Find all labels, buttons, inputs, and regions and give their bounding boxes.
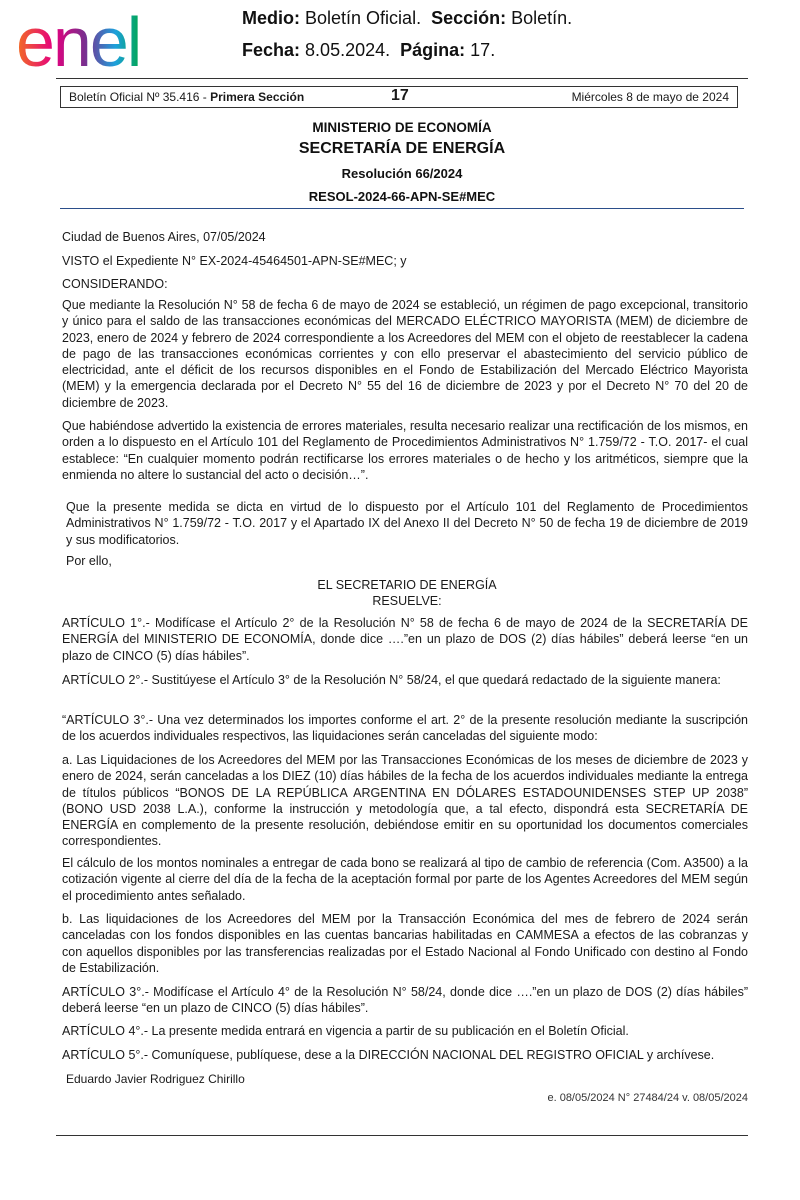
article-5: ARTÍCULO 5°.- Comuníquese, publíquese, dese a la DIRECCIÓN NACIONAL DEL REGISTRO OFICIAL y archívese. bbox=[62, 1048, 715, 1062]
visto-paragraph: VISTO el Expediente N° EX-2024-45464501-APN-SE#MEC; y bbox=[62, 254, 407, 268]
secretary-heading: EL SECRETARIO DE ENERGÍA bbox=[317, 578, 497, 592]
bulletin-page-number: 17 bbox=[391, 87, 409, 104]
medio-value: Boletín Oficial. bbox=[305, 8, 422, 28]
svg-text:enel: enel bbox=[16, 6, 141, 72]
fecha-label: Fecha: bbox=[242, 40, 301, 60]
fecha-value: 8.05.2024. bbox=[305, 40, 391, 60]
bottom-divider bbox=[56, 1135, 748, 1136]
signature: Eduardo Javier Rodriguez Chirillo bbox=[66, 1072, 245, 1086]
ministry-title: MINISTERIO DE ECONOMÍA bbox=[312, 120, 492, 135]
paragraph-1: Que mediante la Resolución N° 58 de fecha 6 de mayo de 2024 se estableció, un régimen de pago excepcional, transitorio y único para el saldo de las transacciones económicas del MERCADO ELÉCTRICO MAYORISTA (MEM) de diciembre de 2023, enero de 2024 y febrero de 2024 correspondiente a los Acreedores del MEM con el objeto de reestablecer la cadena de pago de las transacciones económicas corrientes y con ello preservar el abastecimiento del servicio público de electricidad, ante el déficit de los recursos disponibles en el Fondo de Estabilización del Mercado Eléctrico Mayorista (MEM) y la emergencia declarada por el Decreto N° 55 del 16 de diciembre de 2023 y por el Decreto N° 70 del 20 de diciembre de 2023. bbox=[62, 298, 748, 410]
item-b: b. Las liquidaciones de los Acreedores del MEM por la Transacción Económica del mes de febrero de 2024 serán canceladas con los fondos disponibles en las cuentas bancarias habilitadas en CAMMESA a efectos de las cobranzas y con aquellos disponibles por las transferencias realizadas por el Estado Nacional al Fondo Unificado con destino al Fondo de Estabilización. bbox=[62, 912, 748, 975]
enel-logo-mark bbox=[12, 6, 182, 72]
place-date: Ciudad de Buenos Aires, 07/05/2024 bbox=[62, 230, 266, 244]
resolution-title: Resolución 66/2024 bbox=[341, 166, 463, 181]
article-2-quote: “ARTÍCULO 3°.- Una vez determinados los importes conforme el art. 2° de la presente resolución mediante la suscripción de los acuerdos individuales respectivos, las liquidaciones serán canceladas del siguiente modo: bbox=[62, 713, 748, 744]
top-divider bbox=[56, 78, 748, 79]
paragraph-3: Que la presente medida se dicta en virtud de lo dispuesto por el Artículo 101 del Reglamento de Procedimientos Administrativos N° 1.759/72 - T.O. 2017 y el Apartado IX del Anexo II del Decreto N° 50 de fecha 19 de diciembre de 2019 y sus modificatorios. bbox=[66, 500, 748, 547]
enel-logo bbox=[12, 6, 182, 72]
article-2: ARTÍCULO 2°.- Sustitúyese el Artículo 3° de la Resolución N° 58/24, el que quedará redactado de la siguiente manera: bbox=[62, 673, 721, 687]
medio-label: Medio: bbox=[242, 8, 300, 28]
paragraph-2: Que habiéndose advertido la existencia de errores materiales, resulta necesario realizar una rectificación de los mismos, en orden a lo dispuesto en el Artículo 101 del Reglamento de Procedimientos Administrativos N° 1.759/72 - T.O. 2017- el cual establece: “En cualquier momento podrán rectificarse los errores materiales o de hecho y los aritméticos, siempre que la enmienda no altere lo sustancial del acto o decisión…”. bbox=[62, 419, 748, 482]
pagina-value: 17. bbox=[470, 40, 496, 60]
bulletin-issue-number: Boletín Oficial Nº 35.416 - bbox=[69, 90, 211, 104]
bulletin-header-bar bbox=[60, 86, 738, 108]
seccion-value: Boletín. bbox=[511, 8, 573, 28]
pagina-label: Página: bbox=[400, 40, 466, 60]
resuelve-heading: RESUELVE: bbox=[372, 594, 442, 608]
clipping-meta-medio bbox=[242, 8, 572, 29]
seccion-label: Sección: bbox=[431, 8, 507, 28]
considerando-heading: CONSIDERANDO: bbox=[62, 277, 168, 291]
bulletin-issue bbox=[69, 90, 304, 104]
resolution-code: RESOL-2024-66-APN-SE#MEC bbox=[308, 189, 496, 204]
item-a: a. Las Liquidaciones de los Acreedores del MEM por las Transacciones Económicas de los meses de diciembre de 2023 y enero de 2024, serán canceladas a los DIEZ (10) días hábiles de la fecha de los acuerdos individuales mediante la entrega de títulos públicos “BONOS DE LA REPÚBLICA ARGENTINA EN DÓLARES ESTADOUNIDENSES STEP UP 2038” (BONO USD 2038 L.A.), conforme la instrucción y metodología que, a tal efecto, dispondrá esta SECRETARÍA DE ENERGÍA en complemento de la presente resolución, debiéndose emitir en su oportunidad los documentos comerciales correspondientes. bbox=[62, 753, 748, 849]
calculation-paragraph: El cálculo de los montos nominales a entregar de cada bono se realizará al tipo de cambio de referencia (Com. A3500) a la cotización vigente al cierre del día de la fecha de la aceptación formal por parte de los Agentes Acreedores del MEM según el procedimiento antes señalado. bbox=[62, 856, 748, 903]
secretariat-title: SECRETARÍA DE ENERGÍA bbox=[298, 140, 506, 157]
title-divider bbox=[60, 208, 744, 209]
bulletin-section: Primera Sección bbox=[210, 90, 305, 104]
article-4: ARTÍCULO 4°.- La presente medida entrará en vigencia a partir de su publicación en el Boletín Oficial. bbox=[62, 1024, 629, 1038]
bulletin-date: Miércoles 8 de mayo de 2024 bbox=[571, 90, 729, 104]
clipping-meta-fecha bbox=[242, 40, 495, 61]
article-1: ARTÍCULO 1°.- Modifícase el Artículo 2° de la Resolución N° 58 de fecha 6 de mayo de 2024 de la SECRETARÍA DE ENERGÍA del MINISTERIO DE ECONOMÍA, donde dice ….”en un plazo de DOS (2) días hábiles” deberá leerse “en un plazo de CINCO (5) días hábiles”. bbox=[62, 616, 748, 663]
article-3: ARTÍCULO 3°.- Modifícase el Artículo 4° de la Resolución N° 58/24, donde dice ….”en un plazo de DOS (2) días hábiles” deberá leerse “en un plazo de CINCO (5) días hábiles”. bbox=[62, 985, 748, 1016]
publication-reference: e. 08/05/2024 N° 27484/24 v. 08/05/2024 bbox=[547, 1092, 748, 1104]
por-ello: Por ello, bbox=[66, 554, 112, 568]
